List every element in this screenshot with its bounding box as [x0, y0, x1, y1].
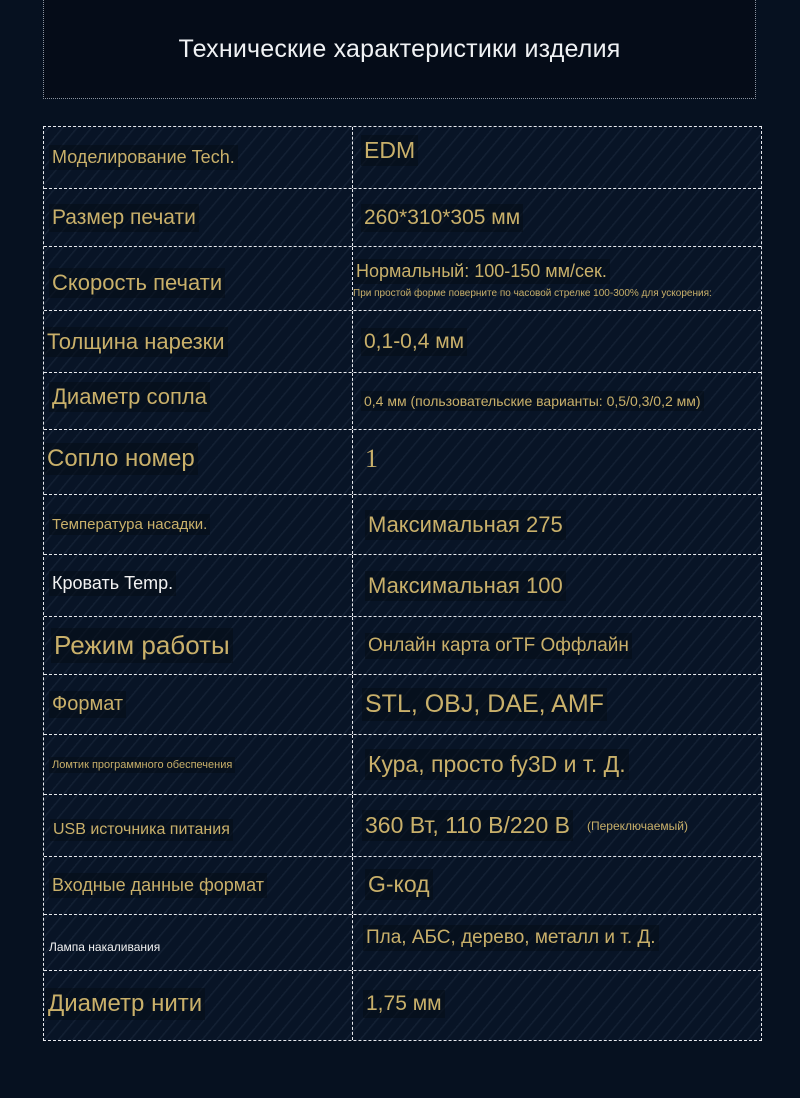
spec-label-cell	[44, 430, 353, 494]
spec-label-cell	[44, 127, 353, 188]
spec-table	[43, 126, 762, 1041]
spec-label: Входные данные формат	[49, 873, 267, 898]
spec-label-cell	[44, 795, 353, 856]
spec-value-cell	[353, 127, 761, 188]
spec-value: STL, OBJ, DAE, AMF	[362, 688, 607, 721]
spec-label-cell	[44, 495, 353, 554]
table-row	[44, 247, 761, 311]
table-row	[44, 555, 761, 617]
spec-value: Нормальный: 100-150 мм/сек.	[353, 259, 610, 284]
spec-value-cell	[353, 915, 761, 970]
table-row	[44, 971, 761, 1040]
spec-label: Моделирование Tech.	[49, 145, 238, 170]
table-row	[44, 311, 761, 373]
spec-label: Размер печати	[49, 204, 199, 232]
spec-value: 1	[365, 444, 378, 473]
title-box	[43, 0, 756, 99]
spec-label: Кровать Temp.	[49, 571, 176, 596]
spec-value: 260*310*305 мм	[361, 204, 523, 232]
spec-label-cell	[44, 857, 353, 914]
spec-value: Максимальная 275	[365, 510, 566, 540]
spec-label-cell	[44, 247, 353, 310]
spec-label: Диаметр сопла	[49, 382, 210, 412]
spec-label: Лампа накаливания	[49, 939, 161, 954]
spec-label: USB источника питания	[50, 819, 233, 841]
spec-value: 360 Вт, 110 В/220 В	[362, 810, 573, 841]
spec-value-cell	[353, 311, 761, 372]
spec-value-cell	[353, 971, 761, 1040]
spec-label: Режим работы	[51, 628, 233, 663]
spec-note: При простой форме поверните по часовой стрелке 100-300% для ускорения:	[353, 287, 712, 299]
spec-label-cell	[44, 971, 353, 1040]
spec-value-cell	[353, 857, 761, 914]
spec-label: Температура насадки.	[49, 514, 210, 535]
table-row	[44, 915, 761, 971]
spec-value: Онлайн карта orTF Оффлайн	[365, 633, 632, 659]
table-row	[44, 189, 761, 247]
spec-label: Сопло номер	[44, 443, 198, 475]
spec-value-cell	[353, 247, 761, 310]
spec-value: 0,4 мм (пользовательские варианты: 0,5/0,3/0,2 мм)	[361, 391, 704, 411]
spec-label-cell	[44, 915, 353, 970]
table-row	[44, 735, 761, 795]
table-row	[44, 430, 761, 495]
spec-value-cell	[353, 735, 761, 794]
spec-value-cell	[353, 795, 761, 856]
table-row	[44, 675, 761, 735]
spec-label-cell	[44, 311, 353, 372]
spec-value: 0,1-0,4 мм	[361, 328, 467, 356]
spec-label: Диаметр нити	[45, 988, 205, 1020]
page-title: Технические характеристики изделия	[178, 34, 621, 63]
spec-value: Пла, АБС, дерево, металл и т. Д.	[363, 925, 659, 951]
spec-label-cell	[44, 675, 353, 734]
spec-label-cell	[44, 189, 353, 246]
spec-label-cell	[44, 373, 353, 429]
table-row	[44, 857, 761, 915]
spec-value-cell	[353, 189, 761, 246]
spec-label: Скорость печати	[49, 268, 225, 298]
spec-note: (Переключаемый)	[587, 818, 688, 833]
spec-value-cell	[353, 675, 761, 734]
table-row	[44, 373, 761, 430]
spec-value: Кура, просто fy3D и т. Д.	[365, 749, 629, 780]
spec-label-cell	[44, 555, 353, 616]
table-row	[44, 617, 761, 675]
table-row	[44, 127, 761, 189]
spec-value: EDM	[361, 135, 418, 166]
spec-value-cell	[353, 373, 761, 429]
spec-value: G-код	[365, 869, 433, 900]
spec-value: 1,75 мм	[363, 990, 445, 1018]
spec-label: Ломтик программного обеспечения	[49, 757, 235, 773]
table-row	[44, 795, 761, 857]
spec-label-cell	[44, 735, 353, 794]
spec-value-cell	[353, 555, 761, 616]
spec-label-cell	[44, 617, 353, 674]
spec-value: Максимальная 100	[365, 571, 566, 601]
spec-value-cell	[353, 430, 761, 494]
spec-value-cell	[353, 617, 761, 674]
spec-label: Толщина нарезки	[44, 327, 228, 357]
table-row	[44, 495, 761, 555]
spec-label: Формат	[49, 691, 126, 718]
spec-value-cell	[353, 495, 761, 554]
